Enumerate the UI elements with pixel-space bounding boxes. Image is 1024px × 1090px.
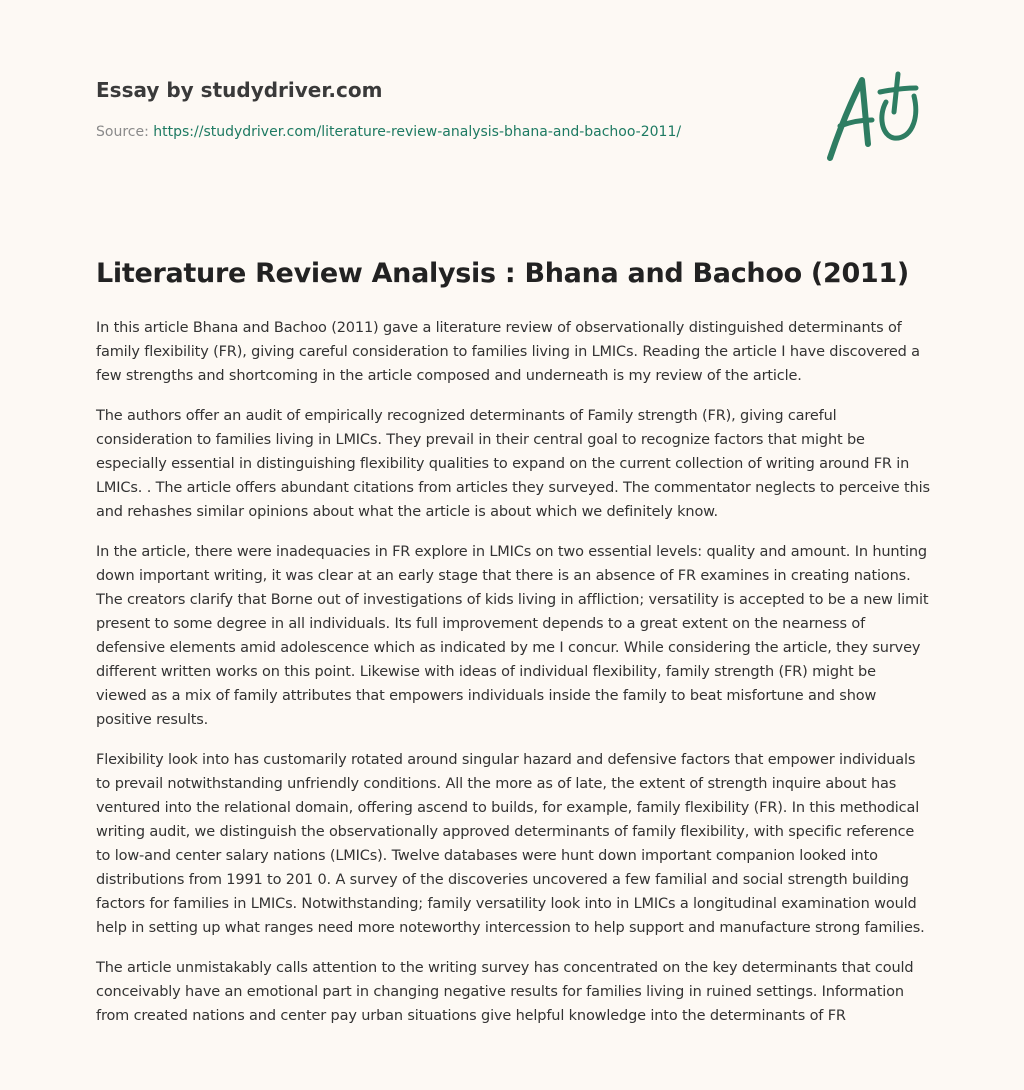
- article-body: [96, 316, 930, 1044]
- paragraph: The article unmistakably calls attention to the writing survey has concentrated on the key determinants that could conceivably have an emotional part in changing negative results for families living in ruined settings. Information from created nations and center pay urban situations give helpful knowledge into the determinants of FR: [96, 960, 914, 1024]
- a-plus-logo-icon: [824, 68, 928, 164]
- article-title: Literature Review Analysis : Bhana and Bachoo (2011): [96, 258, 909, 289]
- source-line: [96, 122, 796, 142]
- site-brand: Essay by studydriver.com: [96, 78, 383, 102]
- paragraph: The authors offer an audit of empirically recognized determinants of Family strength (FR), giving careful consideration to families living in LMICs. They prevail in their central goal to recognize factors that might be especially essential in distinguishing flexibility qualities to expand on the current collection of writing around FR in LMICs. . The article offers abundant citations from articles they surveyed. The commentator neglects to perceive this and rehashes similar opinions about what the article is about which we definitely know.: [96, 408, 930, 520]
- paragraph: In the article, there were inadequacies in FR explore in LMICs on two essential levels: quality and amount. In hunting down important writing, it was clear at an early stage that there is an absence of FR examines in creating nations. The creators clarify that Borne out of investigations of kids living in affliction; versatility is accepted to be a new limit present to some degree in all individuals. Its full improvement depends to a great extent on the nearness of defensive elements amid adolescence which as indicated by me I concur. While considering the article, they survey different written works on this point. Likewise with ideas of individual flexibility, family strength (FR) might be viewed as a mix of family attributes that empowers individuals inside the family to beat misfortune and show positive results.: [96, 544, 929, 728]
- source-link[interactable]: https://studydriver.com/literature-review-analysis-bhana-and-bachoo-2011/: [153, 124, 682, 140]
- paragraph: In this article Bhana and Bachoo (2011) gave a literature review of observationally distinguished determinants of family flexibility (FR), giving careful consideration to families living in LMICs. Reading the article I have discovered a few strengths and shortcoming in the article composed and underneath is my review of the article.: [96, 320, 920, 384]
- essay-header: [96, 76, 796, 142]
- paragraph: Flexibility look into has customarily rotated around singular hazard and defensive factors that empower individuals to prevail notwithstanding unfriendly conditions. All the more as of late, the extent of strength inquire about has ventured into the relational domain, offering ascend to builds, for example, family flexibility (FR). In this methodical writing audit, we distinguish the observationally approved determinants of family flexibility, with specific reference to low-and center salary nations (LMICs). Twelve databases were hunt down important companion looked into distributions from 1991 to 201 0. A survey of the discoveries uncovered a few familial and social strength building factors for families in LMICs. Notwithstanding; family versatility look into in LMICs a longitudinal examination would help in setting up what ranges need more noteworthy intercession to help support and manufacture strong families.: [96, 752, 925, 936]
- source-label: Source:: [96, 124, 149, 140]
